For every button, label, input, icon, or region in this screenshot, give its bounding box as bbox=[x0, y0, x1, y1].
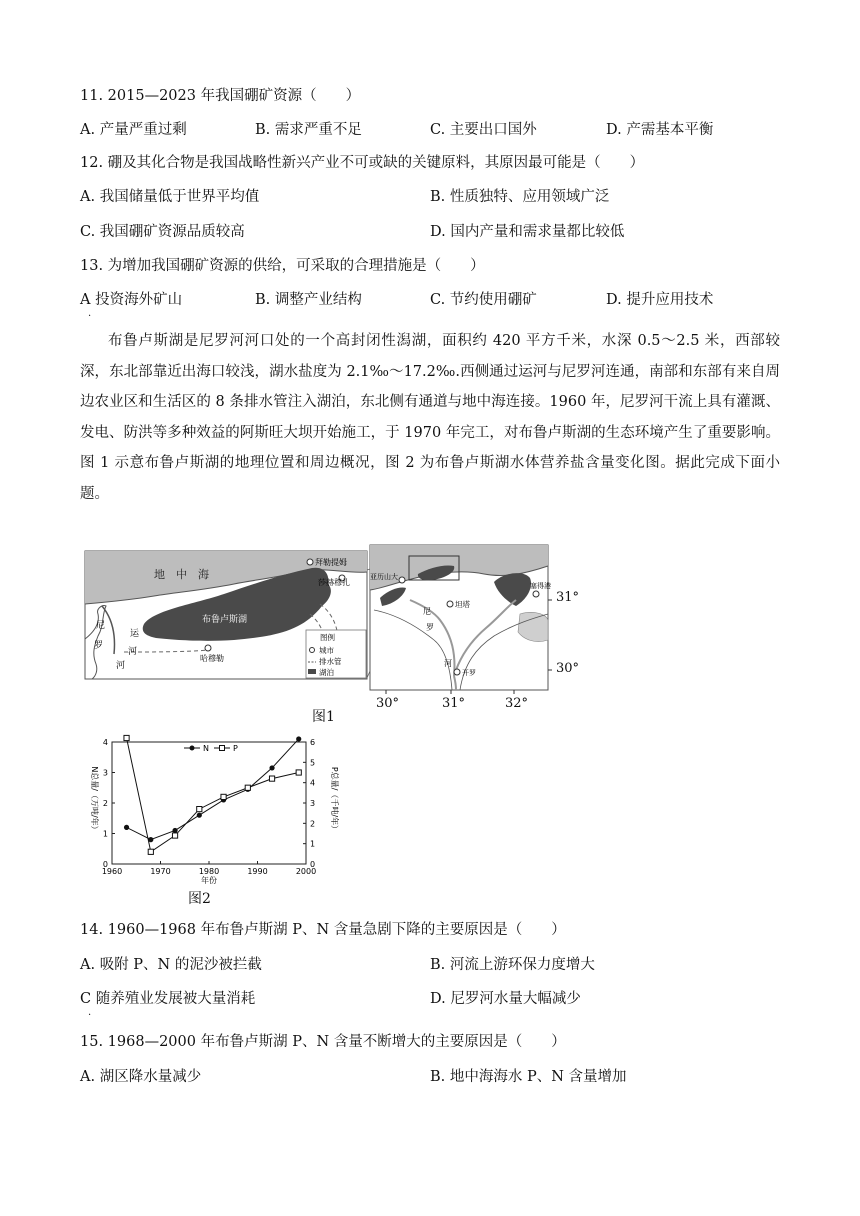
y-left-tick-label: 4 bbox=[102, 738, 108, 747]
figure-1-maps bbox=[84, 544, 552, 706]
figure-2-caption: 图2 bbox=[188, 891, 211, 907]
x-tick-label: 2000 bbox=[295, 867, 317, 876]
x-tick-label: 1980 bbox=[198, 867, 220, 876]
point-P bbox=[269, 776, 274, 781]
right-map bbox=[370, 545, 552, 694]
q13-option-c: C. 节约使用硼矿 bbox=[430, 292, 537, 308]
x-tick-label: 1960 bbox=[101, 867, 123, 876]
right-river-label-3: 河 bbox=[444, 659, 452, 668]
city-label-2: 莎赫穆扎 bbox=[318, 578, 350, 587]
decorative-dot-2: . bbox=[88, 1007, 92, 1018]
y-axis-right-label: P总量/（千吨/年） bbox=[330, 766, 339, 834]
river-label-3: 河 bbox=[116, 661, 126, 671]
q14-option-a: A. 吸附 P、N 的泥沙被拦截 bbox=[80, 957, 262, 973]
city-cairo: 开罗 bbox=[462, 669, 476, 677]
point-P bbox=[245, 785, 250, 790]
x-tick-label: 1970 bbox=[150, 867, 171, 876]
point-P bbox=[296, 770, 301, 775]
lon-label-32: 32° bbox=[505, 696, 529, 711]
left-map bbox=[85, 551, 367, 679]
lon-label-30: 30° bbox=[376, 696, 400, 711]
y-right-tick-label: 5 bbox=[310, 758, 316, 768]
y-right-tick-label: 4 bbox=[310, 778, 316, 788]
city-label-3: 哈穆勒 bbox=[200, 654, 224, 663]
q14-option-d: D. 尼罗河水量大幅减少 bbox=[430, 991, 581, 1007]
q11-option-c: C. 主要出口国外 bbox=[430, 122, 537, 138]
y-axis-left-label: N总量/（万吨/年） bbox=[90, 766, 99, 834]
point-N bbox=[269, 765, 274, 770]
legend-lake: 湖泊 bbox=[319, 668, 334, 677]
q12-option-d: D. 国内产量和需求量都比较低 bbox=[430, 224, 625, 240]
q13-option-b: B. 调整产业结构 bbox=[255, 292, 362, 308]
y-right-tick-label: 3 bbox=[310, 799, 316, 808]
y-left-tick-label: 2 bbox=[102, 799, 108, 808]
sea-label: 地 中 海 bbox=[154, 568, 209, 581]
question-12-stem: 12. 硼及其化合物是我国战略性新兴产业不可或缺的关键原料，其原因最可能是（ ） bbox=[80, 155, 645, 171]
y-right-tick-label: 2 bbox=[310, 819, 316, 829]
point-P bbox=[221, 794, 226, 799]
y-left-tick-label: 3 bbox=[102, 768, 108, 778]
city-port-said: 塞得港 bbox=[530, 582, 551, 590]
point-N bbox=[172, 828, 177, 833]
y-left-tick-label: 1 bbox=[102, 829, 108, 839]
city-alexandria: 亚历山大 bbox=[370, 573, 398, 581]
q11-option-b: B. 需求严重不足 bbox=[255, 122, 362, 138]
river-label-2: 罗 bbox=[94, 641, 104, 651]
figure-1-caption: 图1 bbox=[312, 709, 335, 725]
plot-frame bbox=[112, 742, 306, 864]
q11-option-a: A. 产量严重过剩 bbox=[80, 122, 187, 138]
legend-n: N bbox=[203, 744, 209, 753]
question-15-stem: 15. 1968—2000 年布鲁卢斯湖 P、N 含量不断增大的主要原因是（ ） bbox=[80, 1034, 566, 1050]
x-tick-label: 1990 bbox=[247, 867, 268, 876]
point-P bbox=[148, 849, 153, 854]
q14-option-c: C 随养殖业发展被大量消耗 bbox=[80, 991, 256, 1007]
q12-option-b: B. 性质独特、应用领域广泛 bbox=[430, 189, 610, 205]
decorative-dot: . bbox=[88, 308, 92, 319]
q14-option-b: B. 河流上游环保力度增大 bbox=[430, 957, 595, 973]
point-P bbox=[124, 735, 129, 740]
right-river-label-2: 罗 bbox=[426, 623, 434, 632]
canal-label-1: 运 bbox=[130, 629, 140, 639]
legend-drain: 排水管 bbox=[319, 657, 342, 666]
y-right-tick-label: 1 bbox=[310, 839, 316, 849]
y-right-tick-label: 6 bbox=[310, 738, 316, 747]
legend-title: 图例 bbox=[320, 633, 335, 642]
y-left-tick-label: 0 bbox=[102, 860, 108, 869]
point-P bbox=[197, 807, 202, 812]
x-axis-label: 年份 bbox=[201, 876, 217, 884]
series-line-N bbox=[127, 739, 299, 840]
point-N bbox=[296, 736, 301, 741]
legend-p: P bbox=[233, 744, 238, 753]
reading-passage: 布鲁卢斯湖是尼罗河河口处的一个高封闭性潟湖，面积约 420 平方千米，水深 0.5～2.5 米，西部较深，东北部靠近出海口较浅，湖水盐度为 2.1‰～17.2‰.西侧通过运河与尼罗河连通，南部和东部有来自周边农业区和生活区的 8 条排水管注入湖泊，东北侧有通道与地中海连接。1960 年，尼罗河干流上具有灌溉、发电、防洪等多种效益的阿斯旺大坝开始施工，于 1970 年完工，对布鲁卢斯湖的生态环境产生了重要影响。图 1 示意布鲁卢斯湖的地理位置和周边概况，图 2 为布鲁卢斯湖水体营养盐含量变化图。据此完成下面小题。 bbox=[80, 333, 780, 502]
y-right-tick-label: 0 bbox=[310, 860, 316, 869]
lat-label-30: 30° bbox=[556, 661, 580, 676]
legend-city: 城市 bbox=[319, 646, 334, 655]
series-line-P bbox=[127, 738, 299, 852]
lon-label-31: 31° bbox=[442, 696, 466, 711]
question-13-stem: 13. 为增加我国硼矿资源的供给，可采取的合理措施是（ ） bbox=[80, 258, 485, 274]
canal-label-2: 河 bbox=[128, 647, 138, 657]
q12-option-a: A. 我国储量低于世界平均值 bbox=[80, 189, 260, 205]
lake-label: 布鲁卢斯湖 bbox=[202, 615, 248, 625]
lat-label-31: 31° bbox=[556, 590, 580, 605]
figure-2-chart bbox=[80, 734, 342, 884]
chart-legend bbox=[184, 744, 238, 753]
q13-option-d: D. 提升应用技术 bbox=[606, 292, 714, 308]
q11-option-d: D. 产需基本平衡 bbox=[606, 122, 714, 138]
q12-option-c: C. 我国硼矿资源品质较高 bbox=[80, 224, 245, 240]
point-N bbox=[124, 825, 129, 830]
city-tanta: 坦塔 bbox=[455, 600, 470, 609]
point-N bbox=[197, 813, 202, 818]
q15-option-a: A. 湖区降水量减少 bbox=[80, 1069, 202, 1085]
point-P bbox=[172, 833, 177, 838]
q15-option-b: B. 地中海海水 P、N 含量增加 bbox=[430, 1069, 627, 1085]
right-river-label-1: 尼 bbox=[423, 607, 431, 616]
q13-option-a: A 投资海外矿山 bbox=[80, 292, 183, 308]
river-label-1: 尼 bbox=[96, 621, 106, 631]
city-label-1: 拜勒提姆 bbox=[315, 558, 347, 567]
question-14-stem: 14. 1960—1968 年布鲁卢斯湖 P、N 含量急剧下降的主要原因是（ ） bbox=[80, 922, 566, 938]
question-11-stem: 11. 2015—2023 年我国硼矿资源（ ） bbox=[80, 88, 361, 104]
